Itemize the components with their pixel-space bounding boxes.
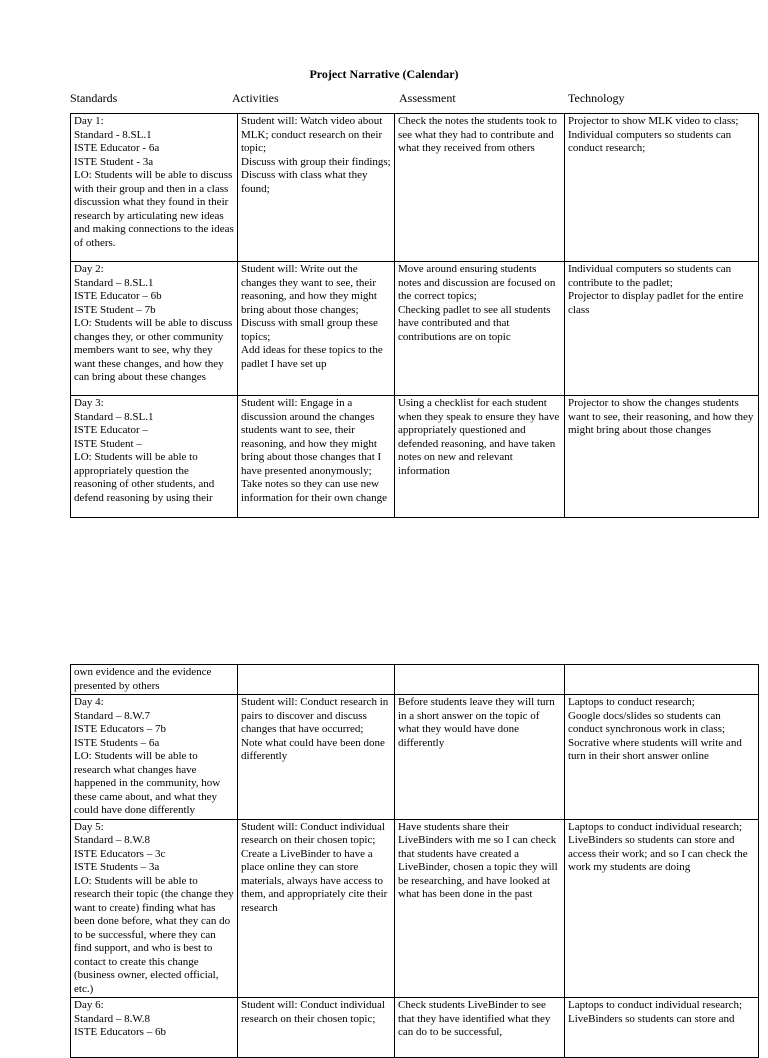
assessment-cell: Have students share their LiveBinders with me so I can check that students have created a LiveBinder, chosen a topic they will be researching, and have looked at what has been done in the past bbox=[395, 819, 565, 998]
technology-cell: Laptops to conduct individual research; LiveBinders so students can store and access their work; and so I can check the work my students are doing bbox=[565, 819, 759, 998]
page-title: Project Narrative (Calendar) bbox=[309, 67, 459, 81]
header-standards: Standards bbox=[70, 91, 118, 105]
table-row bbox=[71, 819, 759, 998]
activities-cell bbox=[238, 665, 395, 695]
activities-cell: Student will: Watch video about MLK; conduct research on their topic; Discuss with group their findings; Discuss with class what they found; bbox=[238, 114, 395, 262]
assessment-cell: Check the notes the students took to see what they had to contribute and what they received from others bbox=[395, 114, 565, 262]
header-technology: Technology bbox=[568, 91, 625, 105]
header-assessment: Assessment bbox=[399, 91, 456, 105]
activities-cell: Student will: Write out the changes they want to see, their reasoning, and how they might bring about those changes; Discuss with small group these topics; Add ideas for these topics to the padlet I have set up bbox=[238, 262, 395, 396]
technology-cell: Projector to show MLK video to class; Individual computers so students can conduct research; bbox=[565, 114, 759, 262]
standards-cell: Day 3: Standard – 8.SL.1 ISTE Educator – ISTE Student – LO: Students will be able to appropriately question the reasoning of other students, and defend reasoning by using their bbox=[71, 396, 238, 518]
calendar-table-page2 bbox=[70, 664, 759, 1058]
standards-cell: own evidence and the evidence presented by others bbox=[71, 665, 238, 695]
assessment-cell: Move around ensuring students notes and discussion are focused on the correct topics; Checking padlet to see all students have contributed and that contributions are on topic bbox=[395, 262, 565, 396]
header-activities: Activities bbox=[232, 91, 279, 105]
technology-cell: Laptops to conduct individual research; LiveBinders so students can store and bbox=[565, 998, 759, 1058]
table-row bbox=[71, 665, 759, 695]
table-row bbox=[71, 695, 759, 820]
table-row bbox=[71, 998, 759, 1058]
table-row bbox=[71, 114, 759, 262]
activities-cell: Student will: Conduct individual research on their chosen topic; Create a LiveBinder to have a place online they can store materials, always have access to them, and appropriately cite their research bbox=[238, 819, 395, 998]
standards-cell: Day 1: Standard - 8.SL.1 ISTE Educator - 6a ISTE Student - 3a LO: Students will be able to discuss with their group and then in a class discussion what they found in their research by articulating new ideas and making connections to the ideas of others. bbox=[71, 114, 238, 262]
assessment-cell: Before students leave they will turn in a short answer on the topic of what they would have done differently bbox=[395, 695, 565, 820]
standards-cell: Day 6: Standard – 8.W.8 ISTE Educators – 6b bbox=[71, 998, 238, 1058]
standards-cell: Day 4: Standard – 8.W.7 ISTE Educators – 7b ISTE Students – 6a LO: Students will be able to research what changes have happened in the community, how these came about, and what they could have done differently bbox=[71, 695, 238, 820]
technology-cell: Individual computers so students can contribute to the padlet; Projector to display padlet for the entire class bbox=[565, 262, 759, 396]
assessment-cell: Using a checklist for each student when they speak to ensure they have appropriately questioned and defended reasoning, and have taken notes on new and relevant information bbox=[395, 396, 565, 518]
activities-cell: Student will: Conduct research in pairs to discover and discuss changes that have occurred; Note what could have been done differently bbox=[238, 695, 395, 820]
activities-cell: Student will: Engage in a discussion around the changes students want to see, their reasoning, and how they might bring about those changes that I have presented anonymously; Take notes so they can use new information for their own change bbox=[238, 396, 395, 518]
standards-cell: Day 2: Standard – 8.SL.1 ISTE Educator – 6b ISTE Student – 7b LO: Students will be able to discuss changes they, or other community members want to see, why they want these changes, and how they can bring about these changes bbox=[71, 262, 238, 396]
assessment-cell: Check students LiveBinder to see that they have identified what they can do to be successful, bbox=[395, 998, 565, 1058]
table-row bbox=[71, 396, 759, 518]
technology-cell: Projector to show the changes students want to see, their reasoning, and how they might bring about those changes bbox=[565, 396, 759, 518]
technology-cell bbox=[565, 665, 759, 695]
standards-cell: Day 5: Standard – 8.W.8 ISTE Educators – 3c ISTE Students – 3a LO: Students will be able to research their topic (the change they want to create) finding what has been done before, what they can do to be successful, where they can find support, and who is best to contact to create this change (business owner, elected official, etc.) bbox=[71, 819, 238, 998]
table-row bbox=[71, 262, 759, 396]
activities-cell: Student will: Conduct individual research on their chosen topic; bbox=[238, 998, 395, 1058]
assessment-cell bbox=[395, 665, 565, 695]
technology-cell: Laptops to conduct research; Google docs/slides so students can conduct synchronous work in class; Socrative where students will write and turn in their short answer online bbox=[565, 695, 759, 820]
calendar-table-page1 bbox=[70, 113, 759, 518]
